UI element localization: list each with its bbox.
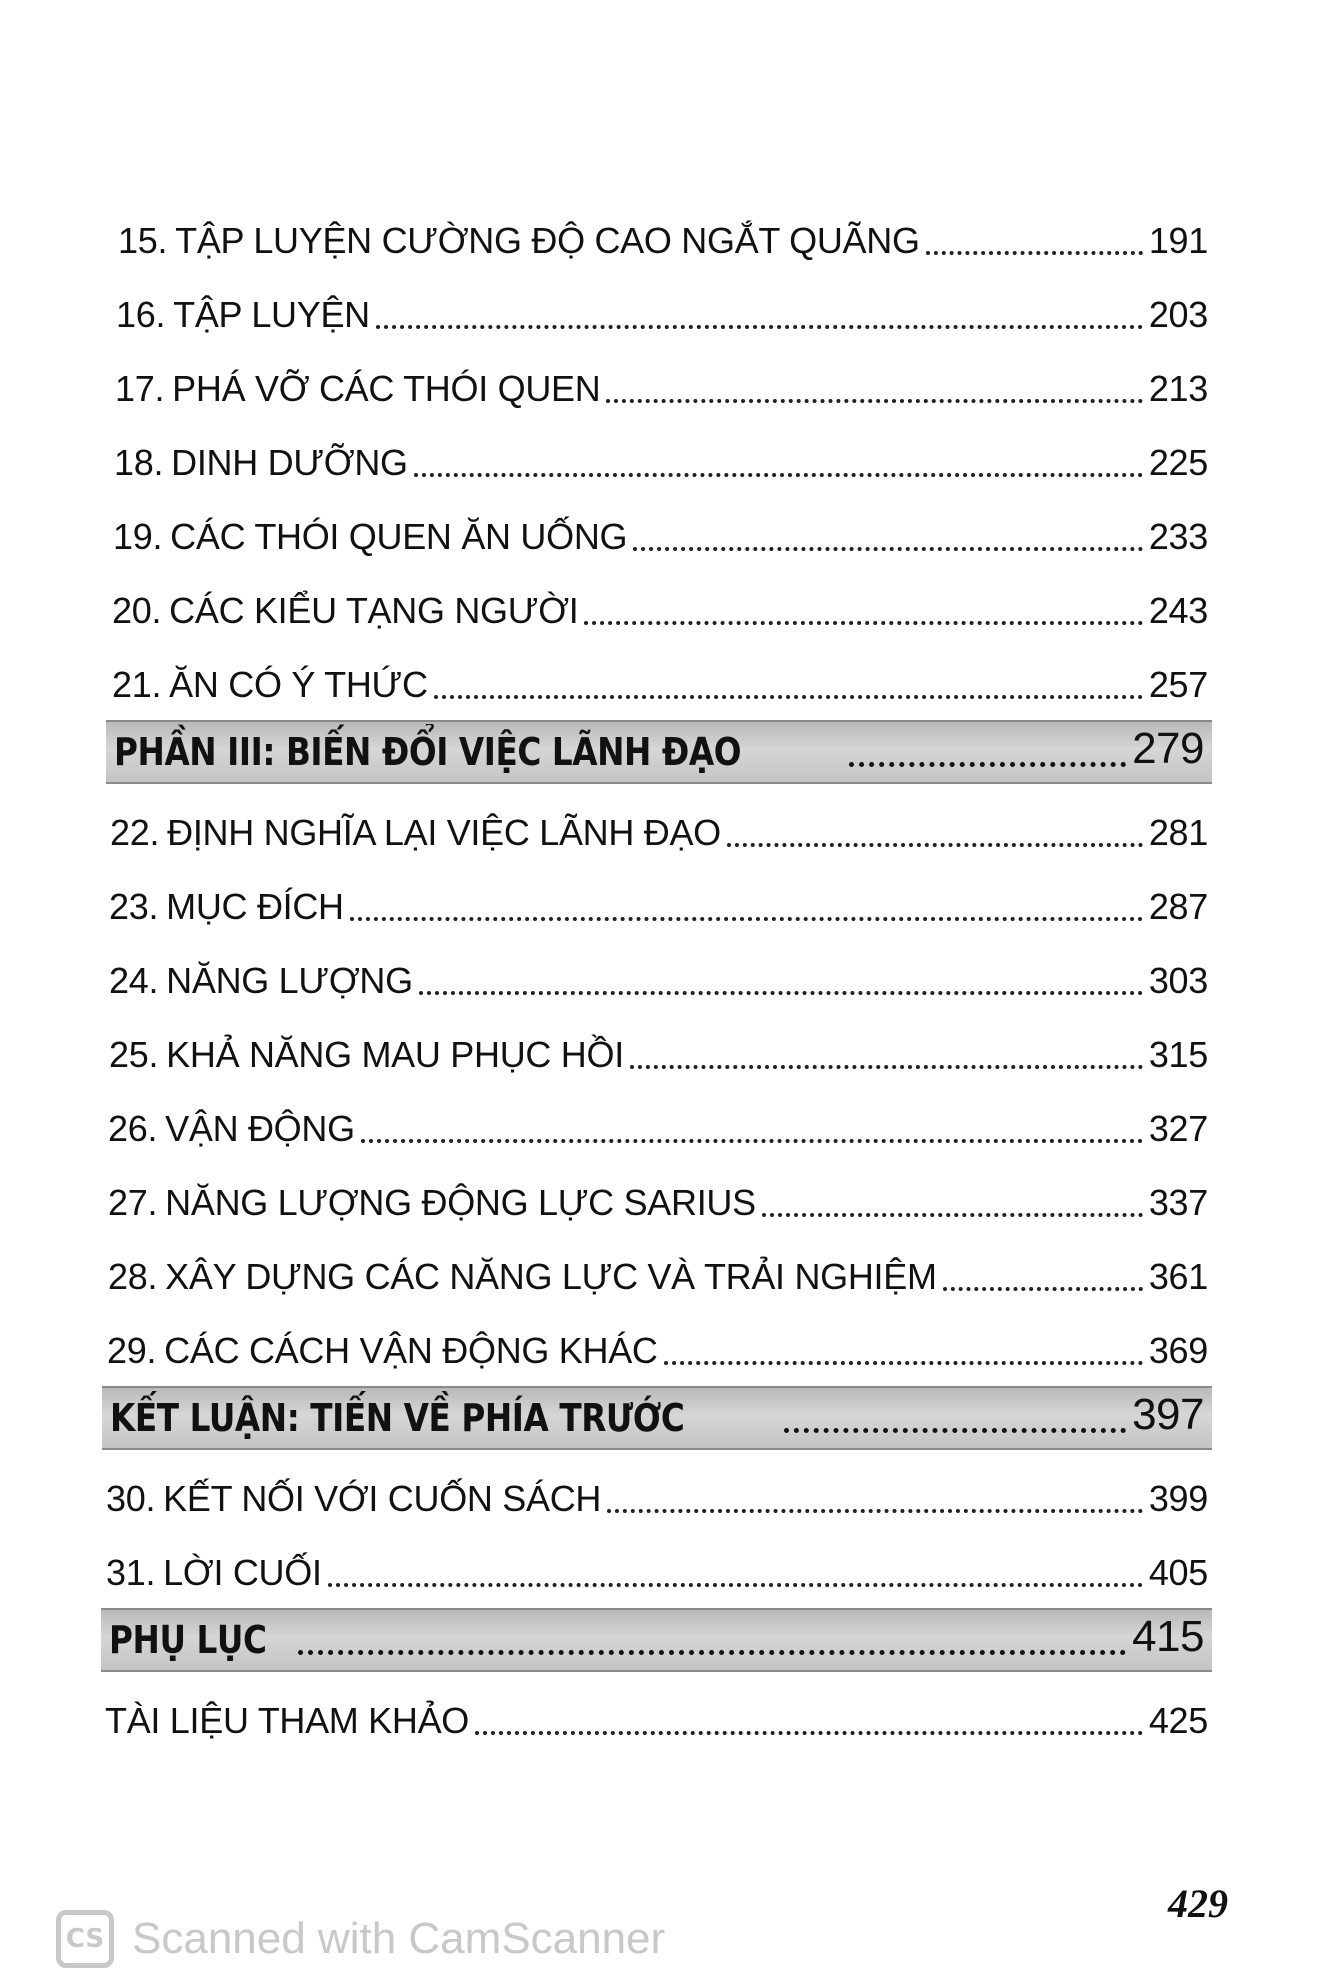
- toc-page-number: 191: [1148, 220, 1208, 261]
- toc-entry-row: [104, 1086, 1212, 1160]
- camscanner-logo-icon: CS: [56, 1910, 114, 1968]
- toc-entry-number: 16.: [116, 294, 166, 335]
- toc-entry-title: CÁC KIỂU TẠNG NGƯỜI: [169, 590, 579, 631]
- toc-entry-row: [111, 346, 1212, 420]
- dot-leader: [664, 1361, 1143, 1365]
- toc-entry-row: [102, 1530, 1212, 1604]
- toc-entry-title: NĂNG LƯỢNG ĐỘNG LỰC SARIUS: [165, 1182, 756, 1223]
- toc-entry-number: 25.: [109, 1034, 159, 1075]
- toc-entry-number: 30.: [106, 1478, 156, 1519]
- toc-page-number: 425: [1148, 1700, 1208, 1741]
- toc-entry-row: [101, 1678, 1212, 1752]
- dot-leader: [784, 1428, 1126, 1433]
- toc-entry-number: 28.: [108, 1256, 158, 1297]
- toc-entry-number: 15.: [118, 220, 168, 261]
- toc-entry-row: [104, 1160, 1212, 1234]
- toc-entry-title: TẬP LUYỆN: [173, 294, 370, 335]
- toc-page-number: 405: [1148, 1552, 1208, 1593]
- toc-entry-number: 26.: [108, 1108, 158, 1149]
- toc-entry-title: MỤC ĐÍCH: [166, 886, 344, 927]
- toc-entry-title: KẾT NỐI VỚI CUỐN SÁCH: [163, 1478, 602, 1519]
- toc-page-number: 415: [1132, 1612, 1204, 1661]
- toc-entry-number: 23.: [109, 886, 159, 927]
- toc-entry-number: 24.: [109, 960, 159, 1001]
- toc-page-number: 233: [1148, 516, 1208, 557]
- toc-entry-row: [110, 420, 1212, 494]
- toc-entry-row: [112, 272, 1212, 346]
- toc-entry-title: XÂY DỰNG CÁC NĂNG LỰC VÀ TRẢI NGHIỆM: [165, 1256, 937, 1297]
- toc-entry-number: 20.: [112, 590, 162, 631]
- dot-leader: [414, 473, 1143, 477]
- toc-entry-row: [104, 1234, 1212, 1308]
- toc-entry-number: 17.: [115, 368, 165, 409]
- toc-page-number: 315: [1148, 1034, 1208, 1075]
- toc-entry-number: 29.: [107, 1330, 157, 1371]
- dot-leader: [630, 1065, 1143, 1069]
- toc-entry-row: [102, 1456, 1212, 1530]
- dot-leader: [361, 1139, 1143, 1143]
- camscanner-watermark: [56, 1910, 665, 1968]
- dot-leader: [943, 1287, 1143, 1291]
- toc-entry-row: [108, 568, 1212, 642]
- toc-entry-number: 22.: [110, 812, 160, 853]
- dot-leader: [926, 251, 1143, 255]
- toc-entry-title: TẬP LUYỆN CƯỜNG ĐỘ CAO NGẮT QUÃNG: [175, 220, 920, 261]
- toc-page-number: 361: [1148, 1256, 1208, 1297]
- toc-entry-row: [105, 1012, 1212, 1086]
- toc-page-number: 257: [1148, 664, 1208, 705]
- toc-page-number: 287: [1148, 886, 1208, 927]
- toc-entry-title: VẬN ĐỘNG: [165, 1108, 355, 1149]
- toc-section-title: PHỤ LỤC: [109, 1618, 267, 1662]
- dot-leader: [475, 1731, 1143, 1735]
- toc-entry-number: 21.: [112, 664, 162, 705]
- toc-entry-title: ĂN CÓ Ý THỨC: [169, 664, 428, 705]
- dot-leader: [350, 917, 1143, 921]
- toc-entry-title: CÁC THÓI QUEN ĂN UỐNG: [170, 516, 628, 557]
- toc-entry-title: DINH DƯỠNG: [171, 442, 408, 483]
- dot-leader: [633, 547, 1143, 551]
- toc-entry-row: [114, 198, 1212, 272]
- dot-leader: [328, 1583, 1143, 1587]
- dot-leader: [606, 399, 1142, 403]
- page-number: 429: [1168, 1881, 1228, 1926]
- dot-leader: [419, 991, 1143, 995]
- dot-leader: [298, 1650, 1126, 1655]
- toc-page-number: 303: [1148, 960, 1208, 1001]
- watermark-text: Scanned with CamScanner: [132, 1914, 666, 1963]
- toc-entry-title: PHÁ VỠ CÁC THÓI QUEN: [172, 368, 601, 409]
- toc-entry-number: 27.: [108, 1182, 158, 1223]
- dot-leader: [727, 843, 1143, 847]
- toc-entry-row: [108, 642, 1212, 716]
- toc-page-number: 327: [1148, 1108, 1208, 1149]
- toc-section-row: [106, 720, 1212, 784]
- toc-entry-title: NĂNG LƯỢNG: [166, 960, 413, 1001]
- toc-entry-row: [109, 494, 1212, 568]
- toc-section-title: PHẦN III: BIẾN ĐỔI VIỆC LÃNH ĐẠO: [114, 730, 742, 774]
- dot-leader: [607, 1509, 1143, 1513]
- toc-entry-title: LỜI CUỐI: [163, 1552, 322, 1593]
- table-of-contents: [100, 198, 1212, 1752]
- toc-page-number: 213: [1148, 368, 1208, 409]
- toc-entry-title: CÁC CÁCH VẬN ĐỘNG KHÁC: [164, 1330, 658, 1371]
- toc-entry-title: ĐỊNH NGHĨA LẠI VIỆC LÃNH ĐẠO: [167, 812, 721, 853]
- toc-page-number: 225: [1148, 442, 1208, 483]
- dot-leader: [376, 325, 1143, 329]
- toc-entry-row: [105, 864, 1212, 938]
- toc-entry-number: 31.: [106, 1552, 156, 1593]
- toc-page-number: 397: [1132, 1390, 1204, 1439]
- toc-entry-title: KHẢ NĂNG MAU PHỤC HỒI: [166, 1034, 624, 1075]
- dot-leader: [849, 762, 1126, 767]
- dot-leader: [434, 695, 1143, 699]
- toc-entry-row: [103, 1308, 1212, 1382]
- toc-entry-title: TÀI LIỆU THAM KHẢO: [105, 1700, 470, 1741]
- toc-entry-number: 18.: [114, 442, 164, 483]
- toc-entry-number: 19.: [113, 516, 163, 557]
- toc-section-title: KẾT LUẬN: TIẾN VỀ PHÍA TRƯỚC: [110, 1396, 685, 1440]
- toc-page-number: 243: [1148, 590, 1208, 631]
- dot-leader: [584, 621, 1142, 625]
- toc-page-number: 279: [1132, 724, 1204, 773]
- toc-page-number: 281: [1148, 812, 1208, 853]
- toc-page-number: 369: [1148, 1330, 1208, 1371]
- toc-section-row: [102, 1386, 1212, 1450]
- toc-entry-row: [105, 938, 1212, 1012]
- toc-page-number: 337: [1148, 1182, 1208, 1223]
- toc-section-row: [101, 1608, 1212, 1672]
- toc-page-number: 203: [1148, 294, 1208, 335]
- toc-page-number: 399: [1148, 1478, 1208, 1519]
- toc-entry-row: [106, 790, 1212, 864]
- dot-leader: [762, 1213, 1143, 1217]
